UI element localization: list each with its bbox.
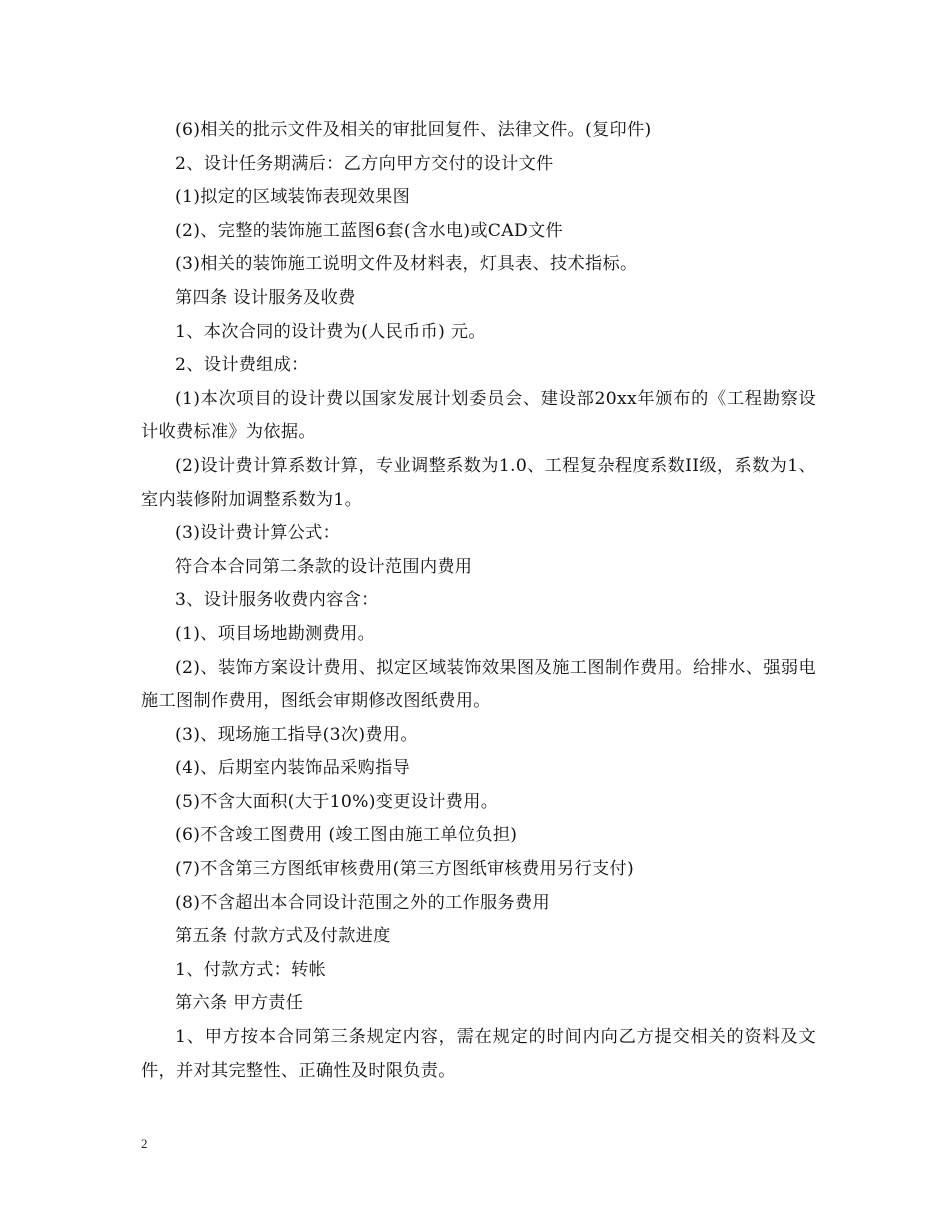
paragraph: (2)、完整的装饰施工蓝图6套(含水电)或CAD文件 xyxy=(175,220,564,241)
paragraph: (2)设计费计算系数计算，专业调整系数为1.0、工程复杂程度系数II级，系数为1、室内装修附加调整系数为1。 xyxy=(141,455,816,510)
paragraph: (1)、项目场地勘测费用。 xyxy=(175,623,376,644)
paragraph: 1、付款方式：转帐 xyxy=(175,959,327,980)
section-heading: 第四条 设计服务及收费 xyxy=(175,287,356,308)
paragraph: (5)不含大面积(大于10%)变更设计费用。 xyxy=(175,791,499,812)
paragraph: (3)设计费计算公式： xyxy=(175,523,341,544)
paragraph: (7)不含第三方图纸审核费用(第三方图纸审核费用另行支付) xyxy=(175,859,634,880)
paragraph: 2、设计任务期满后：乙方向甲方交付的设计文件 xyxy=(175,153,554,174)
paragraph: 1、本次合同的设计费为(人民币币) 元。 xyxy=(175,321,486,342)
page-number: 2 xyxy=(141,1136,148,1151)
paragraph: (1)拟定的区域装饰表现效果图 xyxy=(175,187,411,208)
paragraph: (3)相关的装饰施工说明文件及材料表，灯具表、技术指标。 xyxy=(175,254,638,275)
section-heading: 第六条 甲方责任 xyxy=(175,993,304,1014)
paragraph: (6)不含竣工图费用 (竣工图由施工单位负担) xyxy=(175,825,518,846)
paragraph: 符合本合同第二条款的设计范围内费用 xyxy=(175,556,473,577)
paragraph: (3)、现场施工指导(3次)费用。 xyxy=(175,724,418,745)
paragraph: (8)不含超出本合同设计范围之外的工作服务费用 xyxy=(175,892,550,913)
paragraph: 1、甲方按本合同第三条规定内容，需在规定的时间内向乙方提交相关的资料及文件，并对其完整性、正确性及时限负责。 xyxy=(141,1027,816,1081)
paragraph: 2、设计费组成： xyxy=(175,355,309,376)
paragraph: (4)、后期室内装饰品采购指导 xyxy=(175,758,411,779)
paragraph: 3、设计服务收费内容含： xyxy=(175,590,379,611)
paragraph: (6)相关的批示文件及相关的审批回复件、法律文件。(复印件) xyxy=(175,120,652,140)
paragraph: (2)、装饰方案设计费用、拟定区域装饰效果图及施工图制作费用。给排水、强弱电施工图制作费用，图纸会审期修改图纸费用。 xyxy=(141,657,816,712)
paragraph: (1)本次项目的设计费以国家发展计划委员会、建设部20xx年颁布的《工程勘察设计收费标准》为依据。 xyxy=(141,388,816,443)
document-body xyxy=(141,114,816,1088)
section-heading: 第五条 付款方式及付款进度 xyxy=(175,926,391,947)
